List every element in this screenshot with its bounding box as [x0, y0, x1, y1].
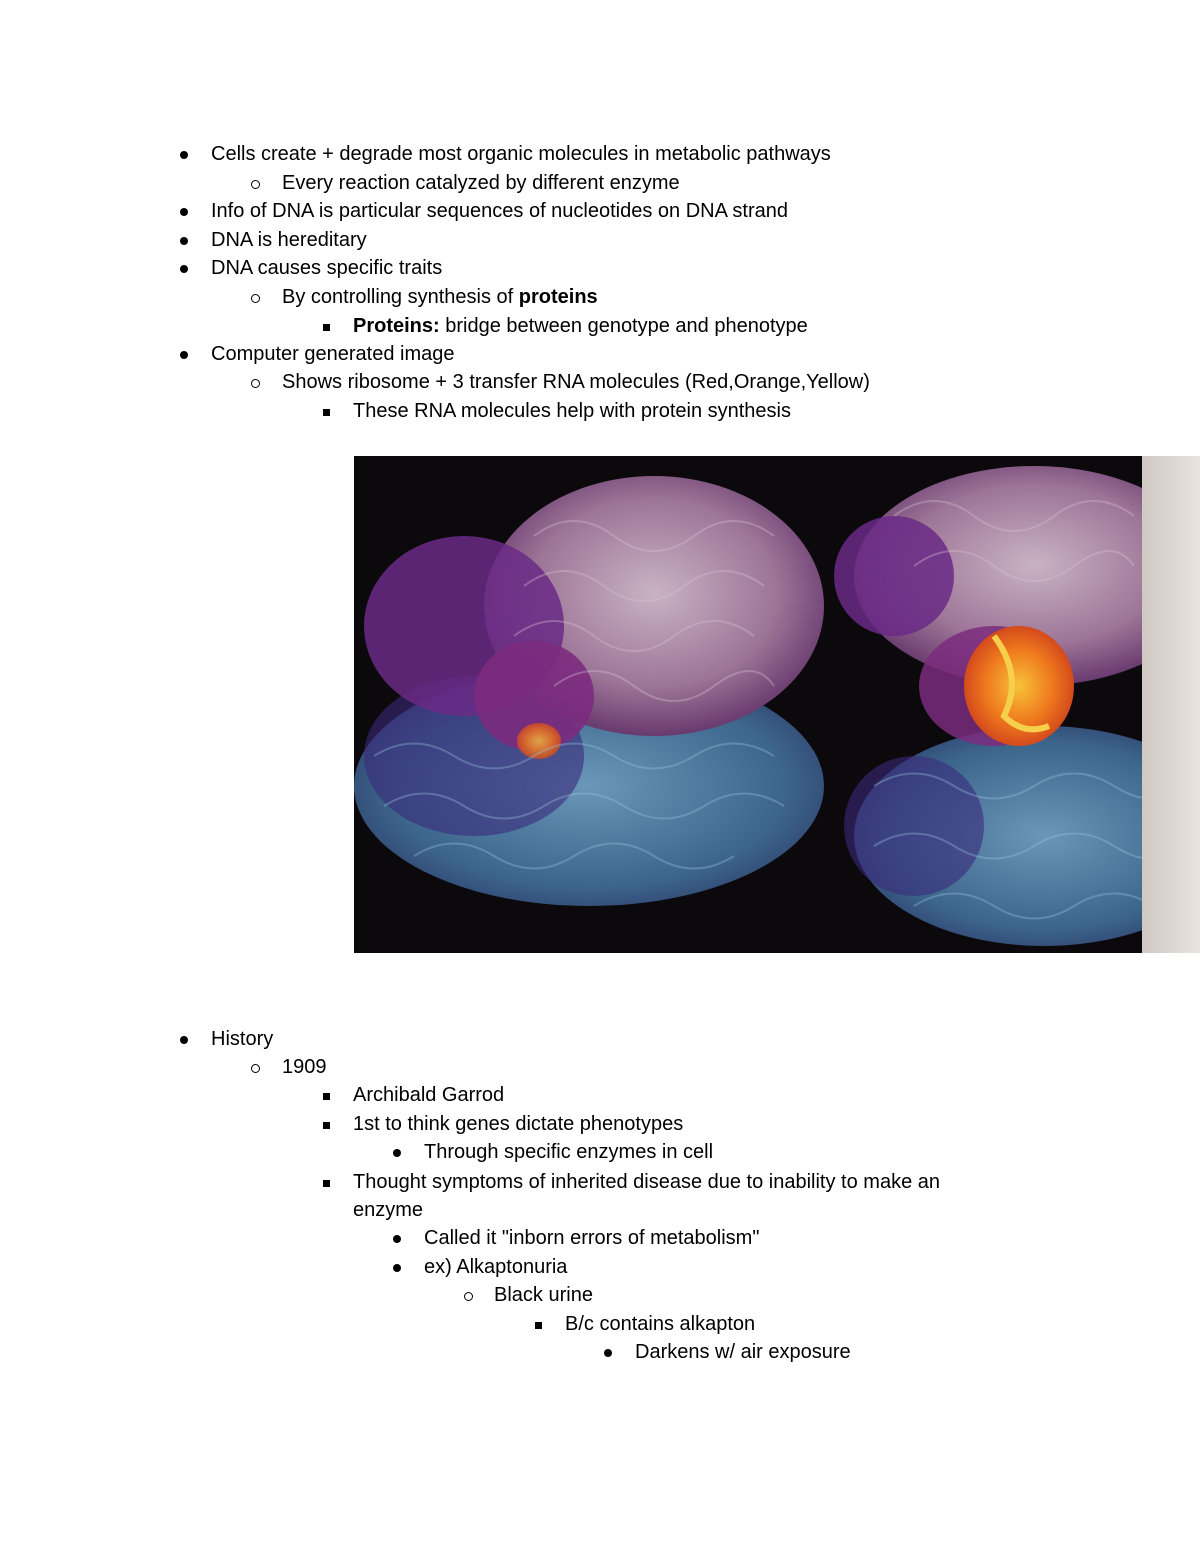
bullet-4 [387, 1255, 407, 1279]
bullet-6 [528, 1312, 548, 1336]
bullet-2 [245, 370, 265, 394]
line-text: By controlling synthesis of [282, 286, 519, 308]
line-text: bridge between genotype and phenotype [439, 315, 808, 337]
note-line: Darkens w/ air exposure [635, 1341, 851, 1363]
bullet-4 [387, 1140, 407, 1164]
note-line: Computer generated image [211, 343, 455, 365]
bullet-3 [316, 314, 336, 338]
note-line: History [211, 1028, 274, 1050]
note-line: DNA is hereditary [211, 229, 367, 251]
paper-edge [1142, 456, 1200, 953]
note-line: Cells create + degrade most organic molecules in metabolic pathways [211, 143, 831, 165]
note-line: Info of DNA is particular sequences of nucleotides on DNA strand [211, 200, 788, 222]
bold-term: Proteins: [353, 315, 440, 337]
bullet-4 [387, 1226, 407, 1250]
bullet-5 [458, 1283, 478, 1307]
note-line: Archibald Garrod [353, 1084, 505, 1106]
note-line: Thought symptoms of inherited disease due to inability to make an [353, 1171, 940, 1193]
bullet-1 [174, 199, 194, 223]
bullet-1 [174, 228, 194, 252]
note-line: enzyme [353, 1199, 424, 1221]
bullet-3 [316, 399, 336, 423]
ribosome-illustration [354, 456, 1200, 953]
ribosome-photo [354, 456, 1200, 953]
note-line [282, 285, 598, 309]
note-line: Shows ribosome + 3 transfer RNA molecules (Red,Orange,Yellow) [282, 371, 870, 393]
bullet-3 [316, 1112, 336, 1136]
bullet-3 [316, 1170, 336, 1194]
bullet-1 [174, 142, 194, 166]
bullet-2 [245, 1055, 265, 1079]
note-line [353, 314, 808, 338]
note-line: 1st to think genes dictate phenotypes [353, 1113, 684, 1135]
note-line: Black urine [494, 1284, 593, 1306]
bullet-1 [174, 1027, 194, 1051]
bold-term: proteins [518, 286, 598, 308]
bullet-3 [316, 1083, 336, 1107]
bullet-1 [174, 256, 194, 280]
bullet-7 [598, 1340, 618, 1364]
note-line: Called it "inborn errors of metabolism" [424, 1227, 760, 1249]
note-line: ex) Alkaptonuria [424, 1256, 568, 1278]
bullet-2 [245, 285, 265, 309]
bullet-2 [245, 171, 265, 195]
note-line: DNA causes specific traits [211, 257, 443, 279]
note-line: B/c contains alkapton [565, 1313, 756, 1335]
note-line: These RNA molecules help with protein synthesis [353, 400, 791, 422]
note-line: Through specific enzymes in cell [424, 1141, 714, 1163]
note-line: Every reaction catalyzed by different enzyme [282, 172, 680, 194]
bullet-1 [174, 342, 194, 366]
note-line: 1909 [282, 1056, 327, 1078]
